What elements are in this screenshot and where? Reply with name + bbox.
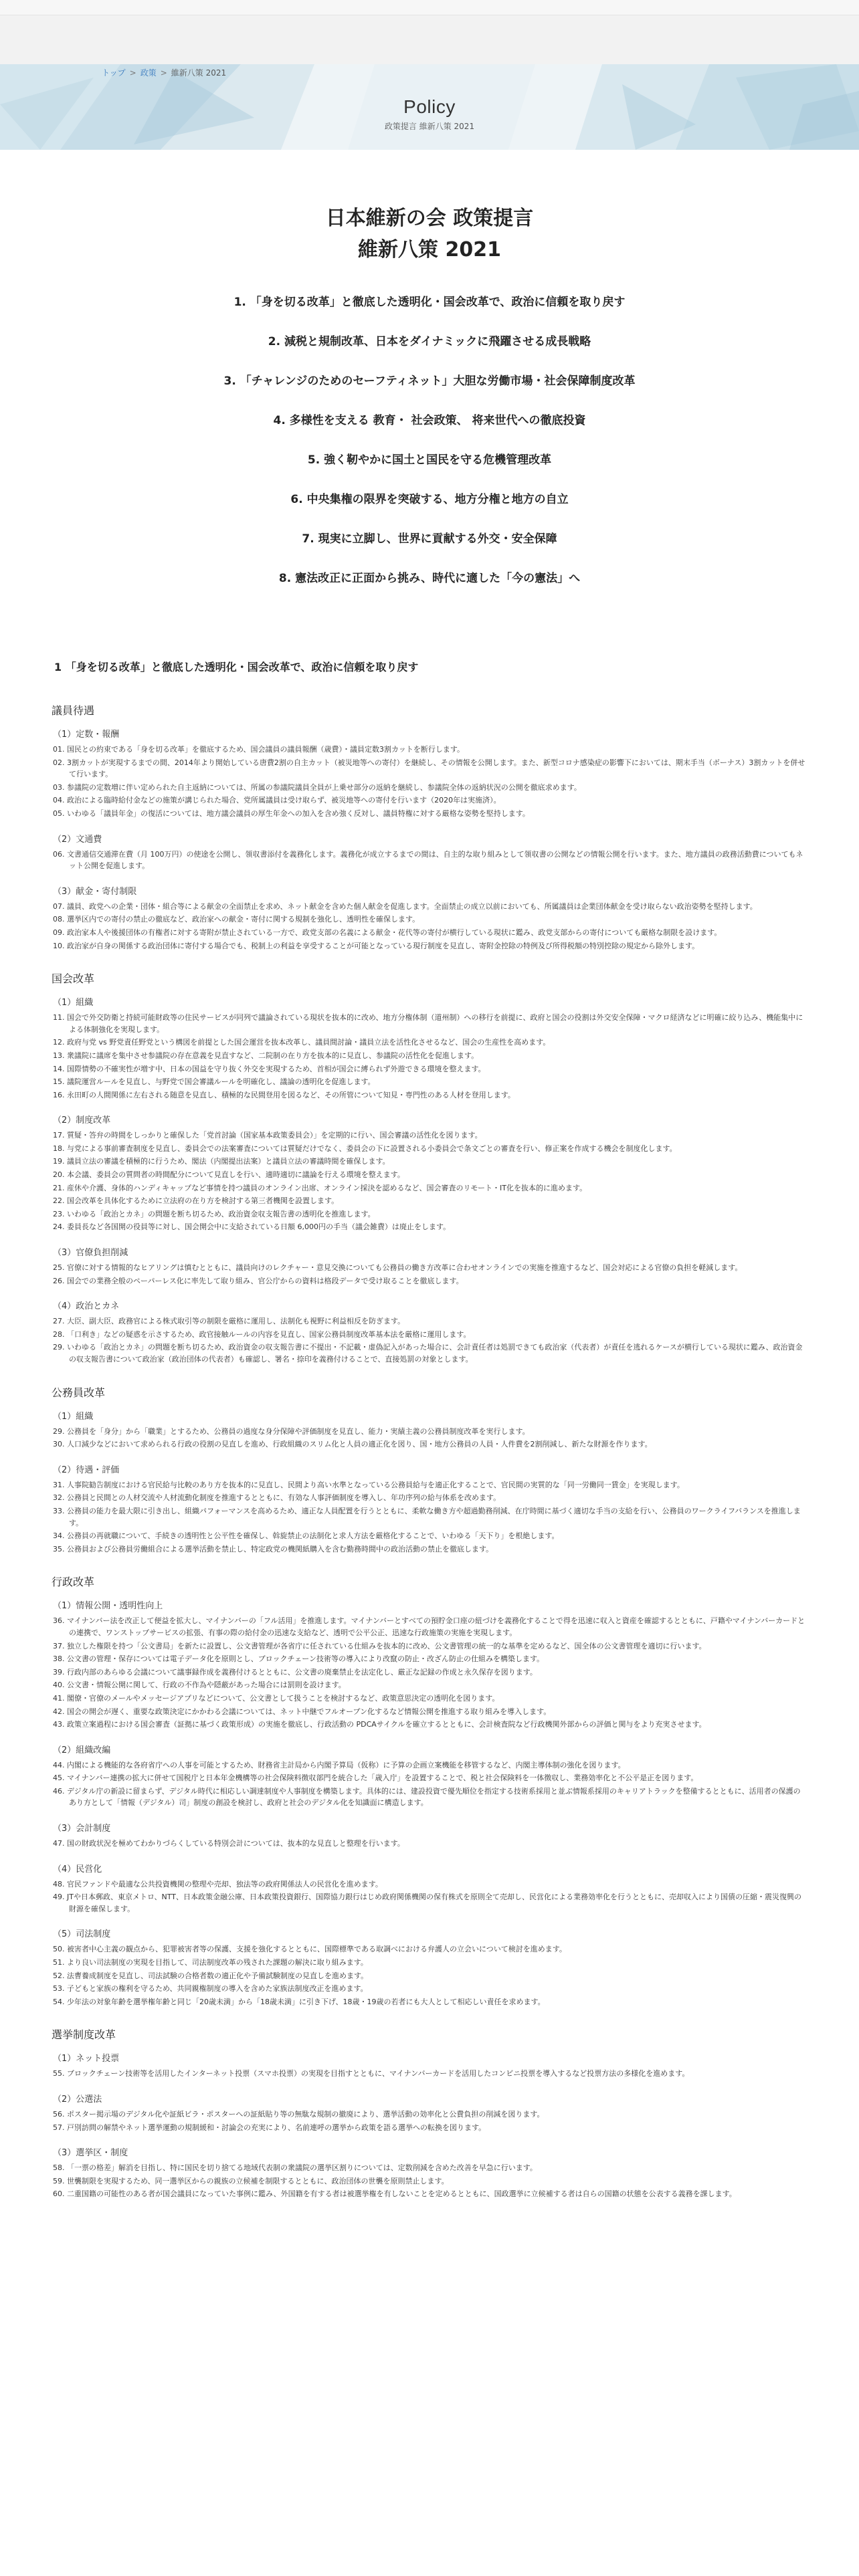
policy-item: 39. 行政内部のあらゆる会議について議事録作成を義務付けるとともに、公文書の廃棄禁止を法定化し、厳正な記録の作成と永久保存を図ります。 xyxy=(53,1667,537,1677)
hero-text xyxy=(0,96,859,132)
policy-item: 56. ポスター掲示場のデジタル化や証紙ビラ・ポスターへの証紙貼り等の無駄な規制の撤廃により、選挙活動の効率化と公費負担の削減を図ります。 xyxy=(53,2110,545,2119)
policy-item-list xyxy=(52,1879,807,1915)
policy-item: 22. 国会改革を具体化するために立法府の在り方を検討する第三者機関を設置します。 xyxy=(53,1196,339,1206)
policy-item: 08. 選挙区内での寄付の禁止の徹底など、政治家への献金・寄付に関する規制を強化し、透明性を確保します。 xyxy=(53,915,420,924)
policy-item: 54. 少年法の対象年齢を選挙権年齢と同じ「20歳未満」から「18歳未満」に引き下げ、18歳・19歳の若者にも大人として相応しい責任を求めます。 xyxy=(53,1997,545,2006)
group-title: 選挙制度改革 xyxy=(52,2028,116,2042)
hero-title: Policy xyxy=(403,96,456,117)
document-title-line2: 維新八策 2021 xyxy=(358,237,501,261)
policy-subsection xyxy=(52,1862,807,1915)
toc-item[interactable]: 4. 多様性を支える 教育・ 社会政策、 将来世代への徹底投資 xyxy=(273,414,586,427)
policy-group xyxy=(52,2022,807,2200)
policy-item: 10. 政治家が自身の関係する政治団体に寄付する場合でも、税制上の利益を享受することが可能となっている現行制度を見直し、寄附金控除の特例及び所得税額の特別控除の規定から除外します。 xyxy=(53,941,700,950)
subsection-title: （2）制度改革 xyxy=(53,1115,111,1126)
group-title: 議員待遇 xyxy=(52,704,95,717)
policy-item-list xyxy=(52,1759,807,1809)
policy-subsection xyxy=(52,832,807,872)
breadcrumb-home-link[interactable]: トップ xyxy=(102,68,126,78)
policy-item: 26. 国会での業務全般のペーパーレス化に率先して取り組み、官公庁からの資料は格段データで受け取ることを徹底します。 xyxy=(53,1276,464,1285)
policy-item: 07. 議員、政党への企業・団体・組合等による献金の全面禁止を求め、ネット献金を含めた個人献金を促進します。全面禁止の成立以前においても、所属議員は企業団体献金を受け取らない政治姿勢を堅持します。 xyxy=(53,901,757,911)
policy-item: 12. 政府与党 vs 野党責任野党という構図を前提とした国会運営を抜本改革し、議員間討論・議員立法を活性化させるなど、国会の生産性を高めます。 xyxy=(53,1038,551,1047)
policy-subsection xyxy=(52,884,807,952)
policy-item: 29. 公務員を「身分」から「職業」とするため、公務員の過度な身分保障や評価制度を見直し、能力・実績主義の公務員制度改革を実行します。 xyxy=(53,1426,530,1436)
policy-item-list xyxy=(52,849,807,872)
policy-group xyxy=(52,698,807,952)
policy-item-list xyxy=(52,1615,807,1730)
policy-item: 24. 委員長など各国開の役員等に対し、国会開会中に支給されている日額 6,000円の手当（議会雑費）は廃止をします。 xyxy=(53,1222,451,1232)
hero-subtitle: 政策提言 維新八策 2021 xyxy=(384,122,475,131)
subsection-title: （1）組織 xyxy=(53,1411,94,1422)
breadcrumb-separator: > xyxy=(160,68,167,78)
breadcrumb xyxy=(102,67,226,78)
section-title: 1 「身を切る改革」と徹底した透明化・国会改革で、政治に信頼を取り戻す xyxy=(54,661,419,673)
policy-item: 06. 文書通信交通滞在費（月 100万円）の使途を公開し、領収書添付を義務化します。義務化が成立するまでの間は、自主的な取り組みとして領収書の公開などの情報公開を行います。また、地方議員の政務活動費についてもネット公開を促進します。 xyxy=(53,849,803,871)
subsection-title: （4）民営化 xyxy=(53,1864,102,1874)
toc-item[interactable]: 5. 強く靭やかに国土と国民を守る危機管理改革 xyxy=(307,453,552,467)
policy-item: 40. 公文書・情報公開に関して、行政の不作為や隠蔽があった場合には罰則を設けます。 xyxy=(53,1681,346,1690)
policy-subsection xyxy=(52,2145,807,2200)
policy-item: 50. 被害者中心主義の観点から、犯罪被害者等の保護、支援を強化するとともに、国際標準である取調べにおける弁護人の立会いについて検討を進めます。 xyxy=(53,1945,567,1954)
subsection-title: （3）献金・寄付制限 xyxy=(53,886,137,897)
toc-item[interactable]: 2. 減税と規制改革、日本をダイナミックに飛躍させる成長戦略 xyxy=(268,335,591,348)
policy-item: 04. 政治による臨時給付金などの施策が講じられた場合、党所属議員は受け取らず、被災地等への寄付を行います（2020年は実施済）。 xyxy=(53,796,501,805)
policy-item: 11. 国会で外交防衛と持続可能財政等の住民サービスが同列で議論されている現状を抜本的に改め、地方分権体制（道州制）への移行を前提に、政府と国会の役割は外交安全保障・マクロ経済などに明確に絞り込み、機能集中による体制強化を実現します。 xyxy=(53,1013,803,1034)
policy-item: 02. 3割カットが実現するまでの間、2014年より開始している唐費2割の自主カット（被災地等への寄付）を継続し、その情報を公開します。また、新型コロナ感染症の影響下においては、期末手当（ボーナス）3割カットを併せて行います。 xyxy=(53,758,805,779)
policy-item: 29. いわゆる「政治とカネ」の問題を断ち切るため、政治資金の収支報告書に不提出・不記載・虚偽記入があった場合に、会計責任者は処罰できても政治家（代表者）が責任を逃れるケースが横行している現状に鑑み、政治資金の収支報告書について政治家（政治団体の代表者）も確認し、署名・捺印を義務付けることで、直接処罰の対象とします。 xyxy=(53,1343,803,1364)
policy-subsection xyxy=(52,2051,807,2080)
policy-item: 14. 国際情勢の不確実性が増す中、日本の国益を守り抜く外交を実現するため、首相が国会に縛られず外遊できる環境を整えます。 xyxy=(53,1064,486,1073)
policy-item: 37. 独立した権限を持つ「公文書局」を新たに設置し、公文書管理が各省庁に任されている仕組みを抜本的に改め、公文書管理の統一的な基準を定めるなど、国全体の公文書管理を適切に行います。 xyxy=(53,1641,706,1650)
subsection-title: （1）情報公開・透明性向上 xyxy=(53,1601,163,1612)
policy-item: 42. 国会の開会が遅く、重要な政策決定にかかわる会議については、ネット中継でフルオープン化するなど情報公開を推進する取り組みを導入します。 xyxy=(53,1707,551,1716)
policy-subsection xyxy=(52,995,807,1101)
site-header xyxy=(0,0,859,64)
policy-subsection xyxy=(52,1113,807,1233)
toc-item[interactable]: 8. 憲法改正に正面から挑み、時代に適した「今の憲法」へ xyxy=(278,572,581,585)
policy-subsection xyxy=(52,1927,807,2008)
policy-item-list xyxy=(52,1479,807,1555)
policy-subsection xyxy=(52,1299,807,1365)
policy-item: 55. ブロックチェーン技術等を活用したインターネット投票（スマホ投票）の実現を目指すとともに、マイナンバーカードを活用したコンビニ投票を導入するなど投票方法の多様化を進めます。 xyxy=(53,2069,690,2078)
policy-item: 51. より良い司法制度の実現を目指して、司法制度改革の残された課題の解決に取り組みます。 xyxy=(53,1958,368,1967)
document-title-line1: 日本維新の会 政策提言 xyxy=(325,207,534,230)
policy-item: 36. マイナンバー法を改正して便益を拡大し、マイナンバーの「フル活用」を推進します。マイナンバーとすべての預貯金口座の紐づけを義務化することで得を迅速に収入と資産を確認するとともに、戸籍やマイナンバーカードとの連携で、ワンストップサービスの拡張、有事の際の給付金の迅速な支給など、透明で公平公正、迅速な行政施策の実施を実現します。 xyxy=(53,1616,805,1637)
subsection-title: （2）文通費 xyxy=(53,834,102,845)
policy-table-of-contents xyxy=(52,292,807,585)
policy-subsection xyxy=(52,1245,807,1287)
subsection-title: （3）会計制度 xyxy=(53,1824,111,1834)
policy-item: 59. 世襲制限を実現するため、同一選挙区からの親族の立候補を制限するとともに、政治団体の世襲を原則禁止します。 xyxy=(53,2176,449,2185)
policy-subsection xyxy=(52,1821,807,1850)
policy-item: 13. 衆議院に議席を集中させ参議院の存在意義を見直すなど、二院制の在り方を抜本的に見直し、参議院の活性化を促進します。 xyxy=(53,1051,479,1060)
policy-item: 05. いわゆる「議員年金」の復活については、地方議会議員の厚生年金への加入を含め強く反対し、議員特権に対する厳格な姿勢を堅持します。 xyxy=(53,809,530,818)
policy-item: 34. 公務員の再就職について、手続きの透明性と公平性を確保し、斡旋禁止の法制化と求人方法を厳格化することで、いわゆる「天下り」を根絶します。 xyxy=(53,1531,559,1541)
policy-subsection xyxy=(52,1743,807,1809)
policy-item: 17. 質疑・答弁の時間をしっかりと確保した「党首討論（国家基本政策委員会）」を定期的に行い、国会審議の活性化を図ります。 xyxy=(53,1131,482,1140)
policy-item: 52. 法曹養成制度を見直し、司法試験の合格者数の適正化や予備試験制度の見直しを進めます。 xyxy=(53,1971,369,1980)
subsection-title: （2）待遇・評価 xyxy=(53,1465,120,1475)
policy-item: 18. 与党による事前審査制度を見直し、委員会での法案審査については質疑だけでなく、委員会の下に設置される小委員会で条文ごとの審査を行い、修正案を作成する機会を制度化します。 xyxy=(53,1144,677,1153)
policy-item: 38. 公文書の管理・保存については電子データ化を原則とし、ブロックチェーン技術等の導入により改竄の防止・改ざん防止の仕組みを構築します。 xyxy=(53,1654,545,1664)
subsection-title: （4）政治とカネ xyxy=(53,1301,120,1312)
policy-group xyxy=(52,1380,807,1555)
policy-item: 43. 政策立案過程における国会審査（証拠に基づく政策形成）の実施を徹底し、行政活動の PDCAサイクルを確立するとともに、会計検査院など行政機関外部からの評価と関与をより充実させます。 xyxy=(53,1720,706,1729)
policy-item: 41. 閣僚・官僚のメールやメッセージアプリなどについて、公文書として扱うことを検討するなど、政策意思決定の透明化を図ります。 xyxy=(53,1693,500,1703)
policy-item: 44. 内閣による機能的な各府省庁への人事を可能とするため、財務省主計局から内閣予算局（仮称）に予算の企画立案機能を移管するなど、内閣主導体制の強化を図ります。 xyxy=(53,1760,626,1769)
policy-item-list xyxy=(52,1943,807,2008)
policy-item: 53. 子どもと家族の権利を守るため、共同親権制度の導入を含めた家族法制度改正を進めます。 xyxy=(53,1984,368,1994)
policy-item: 09. 政治家本人や後援団体の有権者に対する寄附が禁止されている一方で、政党支部の名義による献金・花代等の寄付が横行している現状に鑑み、政党支部からの寄付についても厳格な制限を設けます。 xyxy=(53,928,722,937)
policy-item: 49. JTや日本郵政、東京メトロ、NTT、日本政策金融公庫、日本政策投資銀行、国際協力銀行はじめ政府関係機関の保有株式を原則全て売却し、民営化による業務効率化を行うとともに、売却収入により国債の圧縮・震災復興の財源を確保します。 xyxy=(53,1893,801,1913)
policy-item: 46. デジタル庁の新設に留まらず、デジタル時代に相応しい調達制度や人事制度を構築します。具体的には、建設投資で優先順位を指定する技術系採用と並ぶ情報系採用のキャリアトラックを整備するとともに、活用者の保護のあり方として「情報（デジタル）司」制度の創設を検討し、政府と社会のデジタル化を知識面に構造します。 xyxy=(53,1786,801,1808)
breadcrumb-policy-link[interactable]: 政策 xyxy=(140,68,157,78)
policy-item: 23. いわゆる「政治とカネ」の問題を断ち切るため、政治資金収支報告書の透明化を推進します。 xyxy=(53,1209,375,1218)
policy-item: 19. 議員立法の審議を積極的に行うため、閣法（内閣提出法案）と議員立法の審議時間を確保します。 xyxy=(53,1157,390,1166)
policy-item: 25. 官僚に対する情報的なヒアリングは慎むとともに、議員向けのレクチャー・意見交換についても公務員の働き方改革に合わせオンラインでの実施を推進するなど、国会対応による官僚の負担を軽減します。 xyxy=(53,1263,743,1273)
subsection-title: （3）官僚負担削減 xyxy=(53,1248,128,1259)
policy-item-list xyxy=(52,901,807,952)
policy-groups xyxy=(52,698,807,2200)
policy-subsection xyxy=(52,1409,807,1451)
policy-item: 03. 参議院の定数増に伴い定められた自主返納については、所属の参議院議員全員が上乗せ部分の返納を継続し、参議院全体の返納状況の公開を徹底求めます。 xyxy=(53,782,581,792)
policy-item-list xyxy=(52,2109,807,2133)
toc-item[interactable]: 3. 「チャレンジのためのセーフティネット」大胆な労働市場・社会保障制度改革 xyxy=(223,374,636,388)
policy-item: 57. 戸別訪問の解禁やネット選挙運動の規制緩和・討論会の充実により、名前連呼の選挙から政策を語る選挙への転換を図ります。 xyxy=(53,2123,486,2132)
policy-item: 15. 議院運営ルールを見直し、与野党で国会審議ルールを明確化し、議論の透明化を促進します。 xyxy=(53,1077,375,1087)
header-strip xyxy=(0,0,859,15)
policy-item-list xyxy=(52,1838,807,1850)
policy-item: 48. 官民ファンドや最適な公共投資機関の整理や売却、独法等の政府関係法人の民営化を進めます。 xyxy=(53,1879,383,1889)
policy-item-list xyxy=(52,744,807,820)
policy-subsection xyxy=(52,1598,807,1730)
policy-item: 31. 人事院勧告制度における官民給与比較のあり方を抜本的に見直し、民間より高い水準となっている公務員給与を適正化することで、官民間の実質的な「同一労働同一賃金」を実現します。 xyxy=(53,1480,684,1489)
policy-body xyxy=(52,659,807,2200)
policy-group xyxy=(52,966,807,1365)
policy-item-list xyxy=(52,2162,807,2200)
policy-item-list xyxy=(52,2068,807,2080)
policy-item: 35. 公務員および公務員労働組合による選挙活動を禁止し、特定政党の機関紙購入を含む勤務時間中の政治活動の禁止を徹底します。 xyxy=(53,1544,494,1553)
toc-item[interactable]: 7. 現実に立脚し、世界に貢献する外交・安全保障 xyxy=(302,532,557,546)
policy-item-list xyxy=(52,1315,807,1365)
policy-item: 32. 公務員と民間との人材交流や人材流動化制度を推進するとともに、有効な人事評価制度を導入し、年功序列の給与体系を改めます。 xyxy=(53,1493,501,1503)
policy-item-list xyxy=(52,1012,807,1101)
subsection-title: （2）組織改編 xyxy=(53,1745,111,1755)
group-title: 国会改革 xyxy=(52,972,95,986)
policy-item-list xyxy=(52,1130,807,1233)
policy-item-list xyxy=(52,1426,807,1451)
policy-subsection xyxy=(52,1463,807,1555)
policy-item: 01. 国民との約束である「身を切る改革」を徹底するため、国会議員の議員報酬（歳費）・議員定数3割カットを断行します。 xyxy=(53,745,465,754)
policy-item: 28. 「口利き」などの疑惑を示さするため、政官接触ルールの内容を見直し、国家公務員制度改革基本法を厳格に運用します。 xyxy=(53,1329,471,1339)
subsection-title: （1）ネット投票 xyxy=(53,2054,120,2064)
group-title: 行政改革 xyxy=(52,1576,95,1589)
toc-item[interactable]: 1. 「身を切る改革」と徹底した透明化・国会改革で、政治に信頼を取り戻す xyxy=(233,296,626,309)
policy-item: 47. 国の財政状況を極めてわかりづらくしている特別会計については、抜本的な見直しと整理を行います。 xyxy=(53,1839,405,1848)
policy-subsection xyxy=(52,2092,807,2133)
policy-subsection xyxy=(52,727,807,820)
policy-item: 16. 永田町の人間関係に左右される随意を見直し、積極的な民間登用を図るなど、その所管について知見・専門性のある人材を登用します。 xyxy=(53,1090,515,1099)
subsection-title: （2）公選法 xyxy=(53,2095,102,2105)
policy-item: 33. 公務員の能力を最大限に引き出し、組織パフォーマンスを高めるため、適正な人員配置を行うとともに、柔軟な働き方や超過勤務削減、在庁時間に基づく適切な手当の支給を行い、公務員のワークライフバランスを推進します。 xyxy=(53,1506,801,1527)
document-title xyxy=(52,203,807,265)
breadcrumb-current: 維新八策 2021 xyxy=(171,68,227,78)
subsection-title: （5）司法制度 xyxy=(53,1929,111,1940)
subsection-title: （1）組織 xyxy=(53,998,94,1008)
subsection-title: （1）定数・報酬 xyxy=(53,730,120,740)
policy-item: 45. マイナンバー連携の拡大に併せて国税庁と日本年金機構等の社会保険料徴収部門を統合した「歳入庁」を設置することで、税と社会保険料を一体徴収し、業務効率化と不公平是正を図ります。 xyxy=(53,1774,698,1783)
breadcrumb-separator: > xyxy=(129,68,136,78)
toc-item[interactable]: 6. 中央集権の限界を突破する、地方分権と地方の自立 xyxy=(290,493,569,506)
policy-item-list xyxy=(52,1262,807,1287)
subsection-title: （3）選挙区・制度 xyxy=(53,2148,128,2159)
policy-item: 21. 産休や介護、身体的ハンディキャップなど事情を持つ議員のオンライン出席、オンライン採決を認めるなど、国会審査のリモート・IT化を抜本的に進めます。 xyxy=(53,1183,587,1192)
policy-item: 60. 二重国籍の可能性のある者が国会議員になっていた事例に鑑み、外国籍を有する者は被選挙権を有しないことを定めるとともに、国政選挙に立候補する者は自らの国籍の状態を公表する義務を課します。 xyxy=(53,2189,737,2199)
policy-item: 20. 本会議、委員会の質問者の時間配分について見直しを行い、適時適切に議論を行える環境を整えます。 xyxy=(53,1170,405,1180)
group-title: 公務員改革 xyxy=(52,1386,106,1399)
policy-group xyxy=(52,1570,807,2008)
policy-item: 30. 人口減少などにおいて求められる行政の役割の見直しを進め、行政組織のスリム化と人員の適正化を図り、国・地方公務員の人員・人件費を2割削減し、新たな財源を作ります。 xyxy=(53,1440,652,1449)
main-content xyxy=(52,150,807,2200)
policy-item: 58. 「一票の格差」解消を目指し、特に国民を切り捨てる地域代表制の衆議院の選挙区割りについては、定数削減を含めた改善を早急に行います。 xyxy=(53,2163,537,2173)
policy-item: 27. 大臣、副大臣、政務官による株式取引等の制限を厳格に運用し、法制化も視野に利益相反を防ぎます。 xyxy=(53,1317,405,1326)
